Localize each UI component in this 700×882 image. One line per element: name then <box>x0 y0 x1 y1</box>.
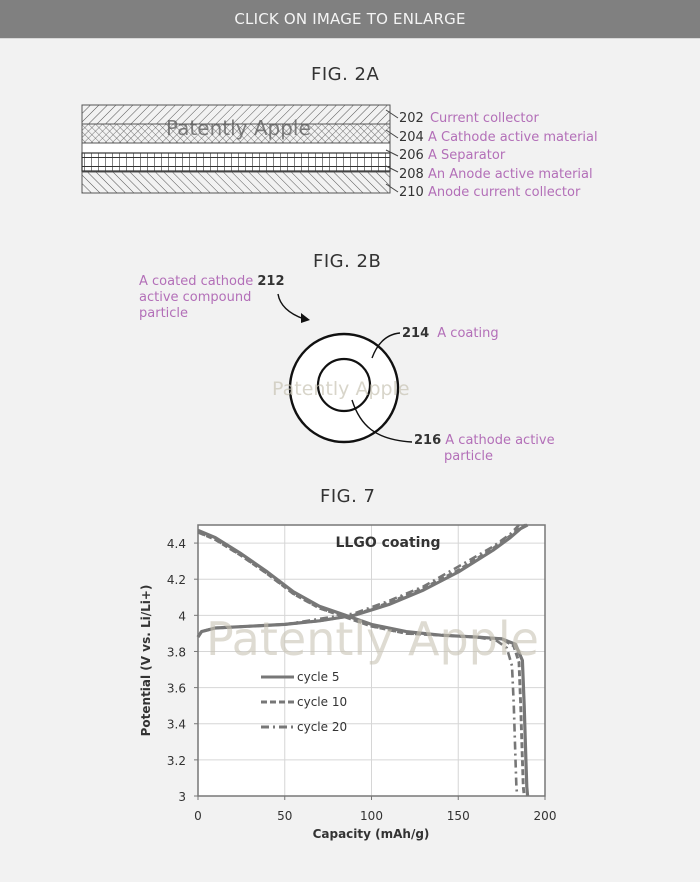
x-tick-label: 200 <box>533 809 557 823</box>
fig-7-title: FIG. 7 <box>320 486 376 507</box>
core-label: 216 A cathode active particle <box>414 433 555 464</box>
y-tick-label: 3.6 <box>166 681 186 696</box>
watermark-fig-7: Patently Apple <box>206 612 539 666</box>
x-tick-label: 150 <box>446 809 470 823</box>
x-tick-label: 50 <box>277 809 293 823</box>
watermark-fig-2a: Patently Apple <box>166 116 311 140</box>
fig-2b-title: FIG. 2B <box>313 251 382 272</box>
legend-label: cycle 20 <box>297 720 348 734</box>
layer-label-204: 204 A Cathode active material <box>399 130 598 145</box>
y-tick-label: 3.2 <box>166 753 186 768</box>
y-tick-label: 3.4 <box>166 717 186 732</box>
watermark-fig-2b: Patently Apple <box>272 378 410 400</box>
y-tick-label: 3 <box>178 790 186 804</box>
x-tick-label: 0 <box>194 809 202 823</box>
coating-label: 214 A coating <box>402 326 499 341</box>
legend-label: cycle 10 <box>297 695 348 709</box>
particle-label: A coated cathode 212 active compound particle <box>139 274 285 321</box>
layer-label-210: 210 Anode current collector <box>399 185 581 200</box>
legend-label: cycle 5 <box>297 670 340 684</box>
layer-label-206: 206 A Separator <box>399 148 506 163</box>
x-axis-label: Capacity (mAh/g) <box>312 827 430 841</box>
fig-2a-title: FIG. 2A <box>311 64 380 85</box>
enlarge-banner-text: CLICK ON IMAGE TO ENLARGE <box>234 10 466 28</box>
layer-label-202: 202 Current collector <box>399 111 539 126</box>
y-tick-label: 4 <box>178 609 186 624</box>
y-tick-label: 4.4 <box>166 537 186 552</box>
y-axis-label: Potential (V vs. Li/Li+) <box>139 584 153 737</box>
layer-label-208: 208 An Anode active material <box>399 167 593 182</box>
y-tick-label: 4.2 <box>166 573 186 588</box>
x-tick-label: 100 <box>360 809 383 823</box>
chart-title: LLGO coating <box>335 535 441 551</box>
y-tick-label: 3.8 <box>166 645 186 660</box>
